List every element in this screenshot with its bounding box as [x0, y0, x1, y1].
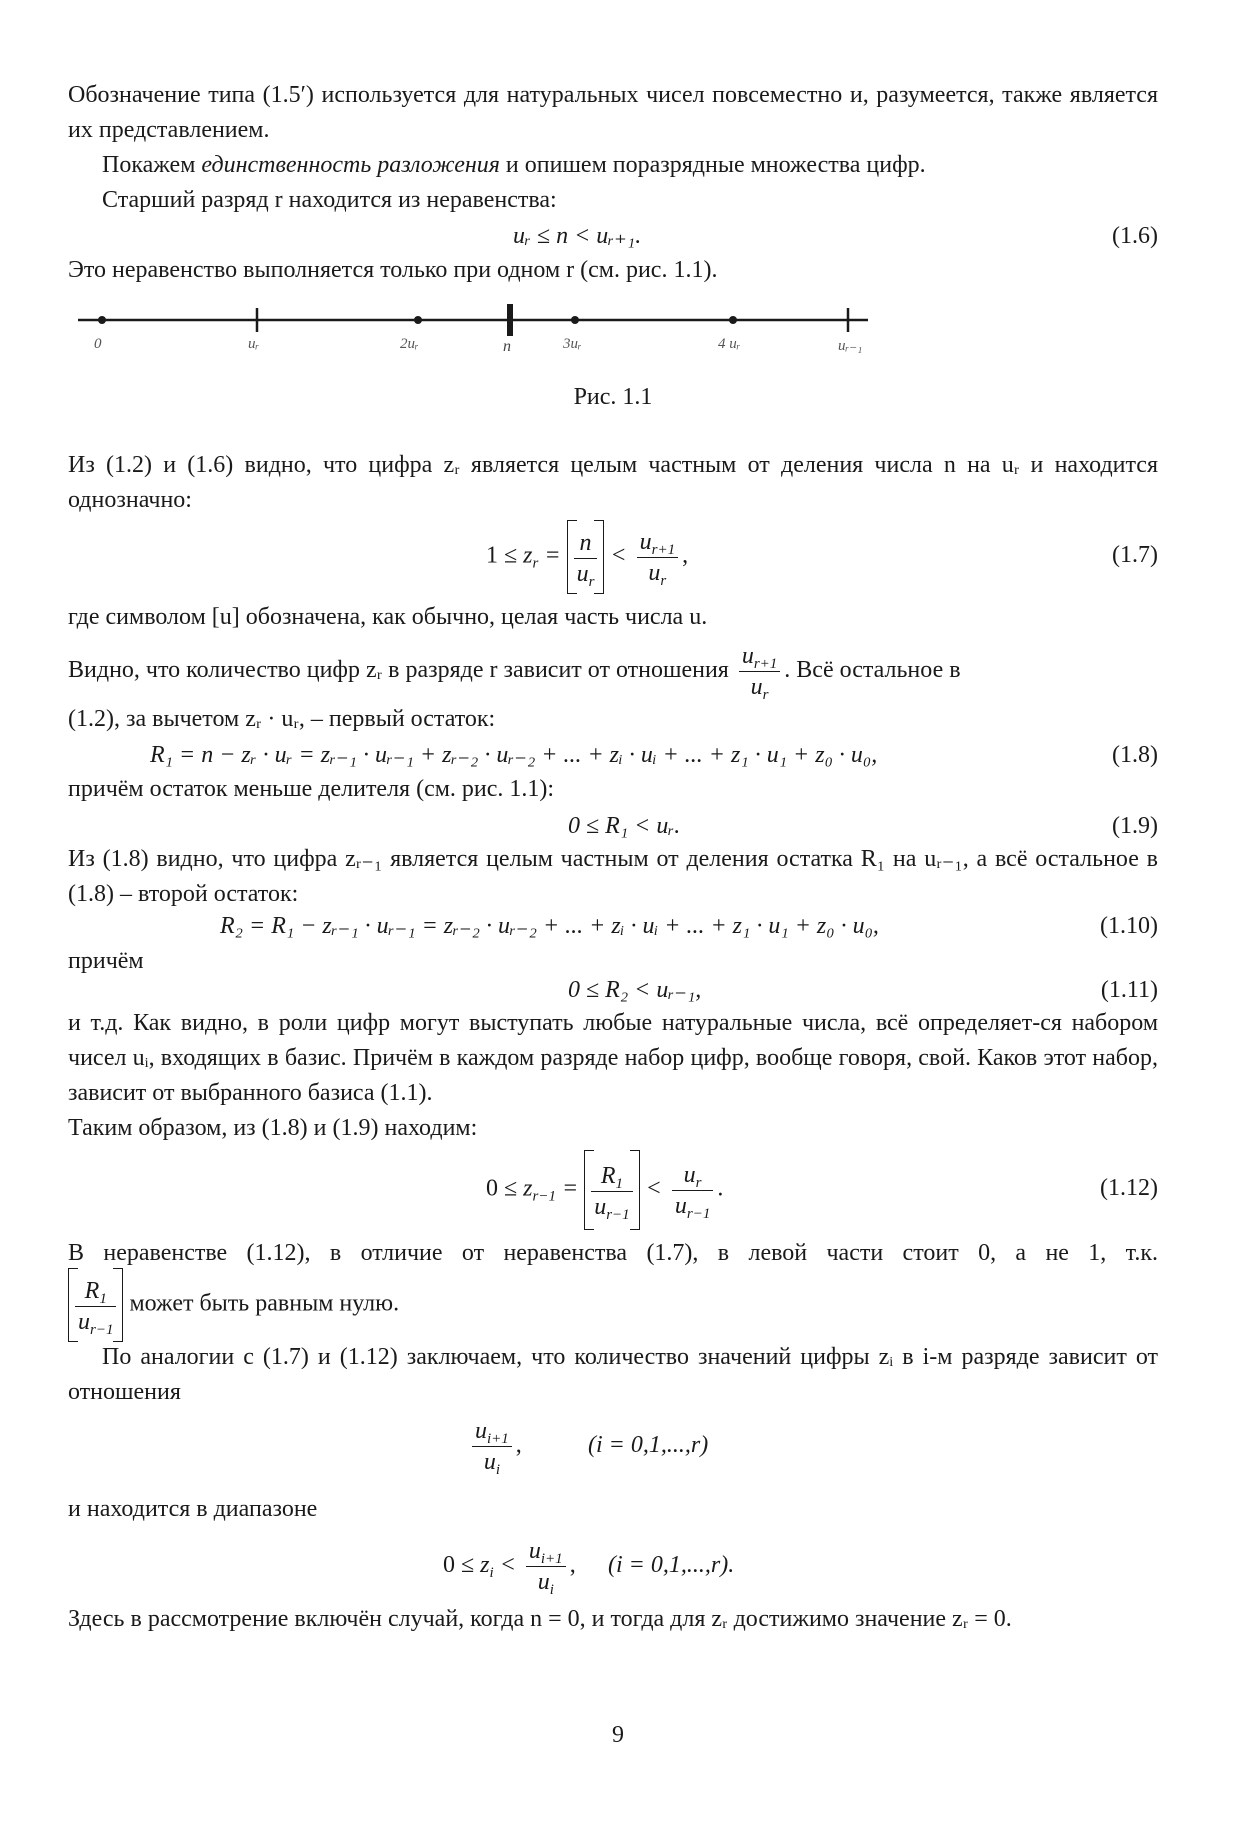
equation-1-8-formula: R₁ = n − zᵣ · uᵣ = zᵣ₋₁ · uᵣ₋₁ + zᵣ₋₂ · uᵣ₋₂ + ... + zᵢ · uᵢ + ... + z₁ · u₁ + z₀ · u₀, — [150, 742, 878, 768]
figure-caption: Рис. 1.1 — [573, 384, 653, 410]
equation-1-6-number: (1.6) — [1112, 223, 1158, 249]
equation-1-11 — [68, 970, 1158, 1010]
label-ur: uᵣ — [248, 336, 260, 352]
label-3ur: 3uᵣ — [563, 336, 582, 352]
floor-bracket-inline: $\frac{R_1}{u_{r-1}}$ — [68, 1268, 123, 1342]
paragraph-17: Здесь в рассмотрение включён случай, когда n = 0, и тогда для zᵣ достижимо значение zᵣ = 0. — [68, 1606, 1012, 1632]
equation-1-10 — [68, 906, 1158, 946]
equation-1-10-number: (1.10) — [1100, 913, 1158, 939]
equation-range-bounds: (i = 0,1,...,r). — [608, 1552, 735, 1578]
paragraph-4: Это неравенство выполняется только при одном r (см. рис. 1.1). — [68, 257, 718, 283]
paragraph-11: причём — [68, 948, 144, 974]
equation-1-6 — [68, 216, 1158, 256]
equation-1-12-formula: $0 \le z_{r-1}$ = $\frac{R_1}{u_{r-1}}$ < $\frac{u_r}{u_{r-1}}$ . — [486, 1150, 723, 1230]
floor-bracket-r1-ur1: $\frac{R_1}{u_{r-1}}$ — [584, 1150, 639, 1230]
equation-ratio-formula: $\frac{u_{i+1}}{u_i}$ , — [468, 1410, 522, 1480]
label-ur-1: uᵣ₋₁ — [838, 338, 863, 354]
floor-bracket-n-ur: $\frac{n}{u_r}$ — [567, 520, 605, 594]
paragraph-10: Из (1.8) видно, что цифра zᵣ₋₁ является целым частным от деления остатка R₁ на uᵣ₋₁, а всё остальное в (1.8) – второй остаток: — [68, 846, 1158, 907]
point-3ur — [571, 316, 579, 324]
equation-1-12-number: (1.12) — [1100, 1175, 1158, 1201]
equation-1-7-formula: $1 \le z_r$ = $\frac{n}{u_r}$ < $\frac{u_{r+1}}{u_r}$ , — [486, 520, 688, 594]
equation-1-12 — [68, 1150, 1158, 1226]
paragraph-13: Таким образом, из (1.8) и (1.9) находим: — [68, 1115, 478, 1141]
point-2ur — [414, 316, 422, 324]
paragraph-2 — [68, 148, 1158, 183]
equation-range-formula: $0 \le z_i$ < $\frac{u_{i+1}}{u_i}$ , — [443, 1537, 576, 1598]
equation-1-11-formula: 0 ≤ R₂ < uᵣ₋₁, — [568, 977, 702, 1003]
paragraph-2-start: Покажем — [102, 152, 202, 178]
equation-1-8-number: (1.8) — [1112, 742, 1158, 768]
point-4ur — [729, 316, 737, 324]
point-0 — [98, 316, 106, 324]
equation-1-11-number: (1.11) — [1100, 977, 1158, 1003]
equation-1-8 — [68, 735, 1158, 775]
paragraph-16: и находится в диапазоне — [68, 1496, 318, 1522]
equation-1-9-number: (1.9) — [1112, 813, 1158, 839]
paragraph-7-end: . Всё остальное в — [784, 657, 961, 683]
paragraph-14-line-2 — [68, 1268, 1158, 1338]
paragraph-3: Старший разряд r находится из неравенства: — [102, 187, 557, 213]
tick-n — [507, 304, 513, 336]
paragraph-14-text: может быть равным нулю. — [129, 1290, 400, 1317]
paragraph-7 — [68, 640, 1158, 703]
equation-1-7 — [68, 520, 1158, 590]
paragraph-1: Обозначение типа (1.5′) используется для натуральных чисел повсеместно и, разумеется, также является их представлением. — [68, 82, 1158, 143]
equation-ratio-range: (i = 0,1,...,r) — [588, 1432, 709, 1458]
equation-1-7-number: (1.7) — [1112, 542, 1158, 568]
equation-1-9-formula: 0 ≤ R₁ < uᵣ. — [568, 813, 681, 839]
label-4ur: 4 uᵣ — [718, 336, 741, 352]
paragraph-12: и т.д. Как видно, в роли цифр могут выступать любые натуральные числа, всё определяет-ся набором чисел uᵢ, входящих в базис. Причём в каждом разряде набор цифр, вообще говоря, свой. Каков этот набор, зависит от выбранного базиса (1.1). — [68, 1010, 1158, 1106]
figure-number-line — [68, 300, 1158, 410]
emphasis-uniqueness: единственность разложения — [201, 152, 500, 178]
label-0: 0 — [94, 336, 102, 352]
paragraph-7-start: Видно, что количество цифр zᵣ в разряде r зависит от отношения — [68, 657, 729, 683]
label-n: n — [503, 338, 511, 355]
paragraph-2-end: и опишем поразрядные множества цифр. — [499, 152, 926, 178]
paragraph-5: Из (1.2) и (1.6) видно, что цифра zᵣ является целым частным от деления числа n на uᵣ и находится однозначно: — [68, 452, 1158, 513]
paragraph-14-line-1: В неравенстве (1.12), в отличие от неравенства (1.7), в левой части стоит 0, а не 1, т.к. — [68, 1240, 1158, 1266]
page-number: 9 — [612, 1722, 624, 1748]
equation-1-9 — [68, 806, 1158, 846]
label-2ur: 2uᵣ — [400, 336, 419, 352]
equation-range — [68, 1530, 1158, 1600]
equation-ratio — [68, 1410, 1158, 1480]
paragraph-8: (1.2), за вычетом zᵣ · uᵣ, – первый остаток: — [68, 706, 496, 732]
ratio-ur1-ur: $\frac{u_{r+1}}{u_r}$ — [739, 641, 780, 702]
number-line-svg — [68, 300, 1158, 350]
equation-1-10-formula: R₂ = R₁ − zᵣ₋₁ · uᵣ₋₁ = zᵣ₋₂ · uᵣ₋₂ + ... + zᵢ · uᵢ + ... + z₁ · u₁ + z₀ · u₀, — [220, 913, 879, 939]
paragraph-9: причём остаток меньше делителя (см. рис. 1.1): — [68, 776, 555, 802]
paragraph-15: По аналогии с (1.7) и (1.12) заключаем, что количество значений цифры zᵢ в i-м разряде зависит от отношения — [68, 1344, 1158, 1405]
paragraph-6: где символом [u] обозначена, как обычно, целая часть числа u. — [68, 604, 708, 630]
equation-1-6-formula: uᵣ ≤ n < uᵣ₊₁. — [513, 223, 642, 249]
